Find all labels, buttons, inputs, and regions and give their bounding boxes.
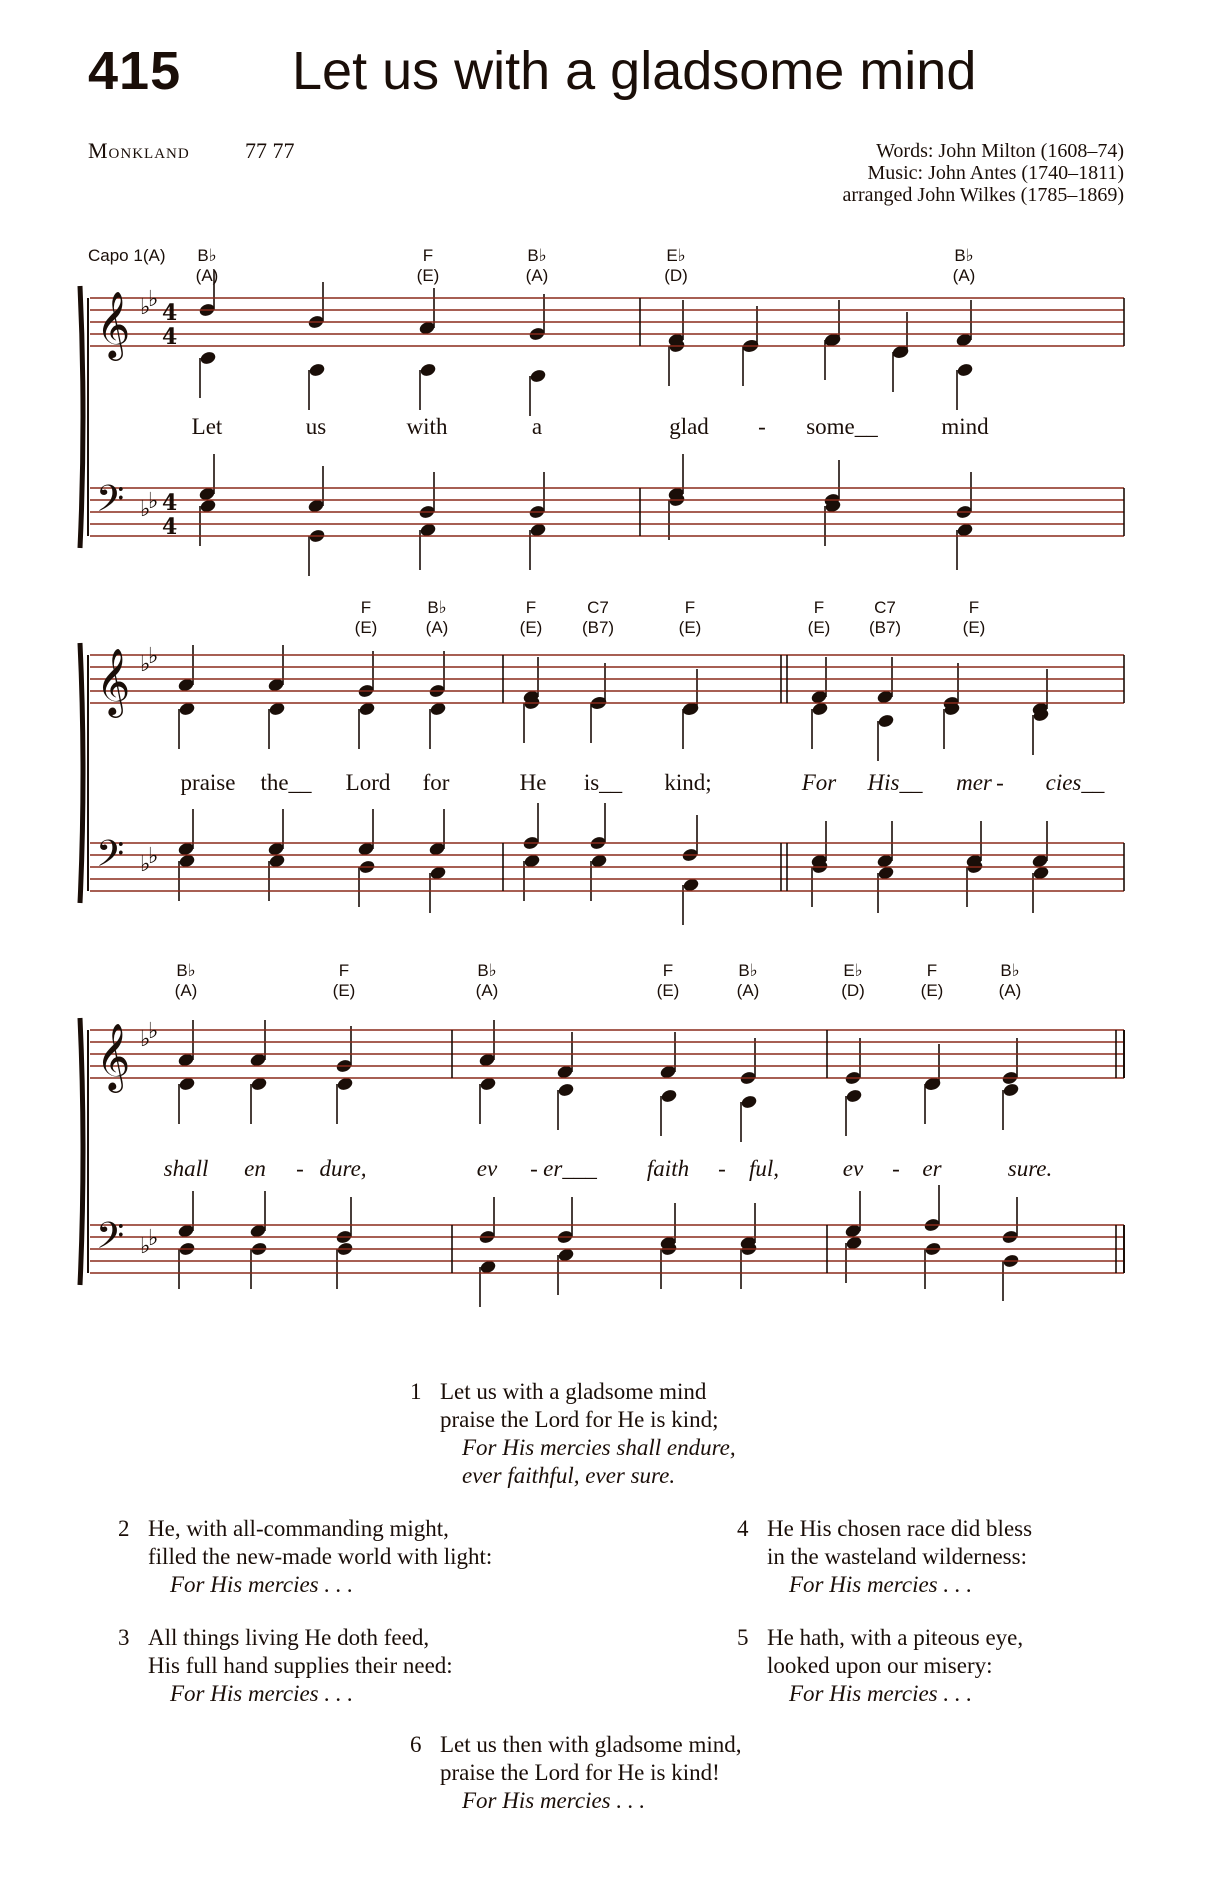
words-credit: Words: John Milton (1608–74) xyxy=(876,140,1124,162)
verse-line: filled the new-made world with light: xyxy=(148,1544,493,1569)
lyric-syllable: kind; xyxy=(664,770,712,795)
chord-notes xyxy=(681,815,700,925)
chord-main: C7 xyxy=(874,598,896,617)
chord-symbol xyxy=(526,246,549,286)
chord-symbol xyxy=(999,961,1022,1001)
system-brace xyxy=(80,286,83,548)
chord-symbol xyxy=(175,961,198,1001)
verse-line: looked upon our misery: xyxy=(767,1653,993,1678)
flat-icon: ♭ xyxy=(140,497,151,522)
notehead xyxy=(529,368,547,384)
verse-3 xyxy=(118,1624,453,1708)
chord-main: B♭ xyxy=(954,246,974,265)
chord-notes xyxy=(522,803,541,901)
tune-name: Monkland xyxy=(88,138,190,163)
chord-capo: (E) xyxy=(678,618,702,637)
lyric-syllable: - xyxy=(996,770,1004,795)
notehead xyxy=(557,1082,575,1098)
chord-notes xyxy=(418,472,437,570)
verse-line: praise the Lord for He is kind; xyxy=(440,1407,719,1432)
flat-icon: ♭ xyxy=(148,844,159,869)
flat-icon: ♭ xyxy=(148,644,159,669)
chord-capo: (E) xyxy=(656,981,680,1000)
chord-symbol xyxy=(476,961,499,1001)
chord-capo: (A) xyxy=(195,266,219,285)
chord-notes xyxy=(307,466,326,576)
chord-main: B♭ xyxy=(176,961,196,980)
chord-notes xyxy=(810,821,829,907)
lyric-syllable: He xyxy=(519,770,547,795)
chord-capo: (A) xyxy=(174,981,198,1000)
system-brace xyxy=(80,643,83,903)
chord-symbol xyxy=(196,246,219,286)
time-signature: 4 xyxy=(162,300,178,326)
chord-notes xyxy=(844,1038,863,1136)
chord-symbol xyxy=(808,598,831,638)
verse-line: in the wasteland wilderness: xyxy=(767,1544,1027,1569)
flat-icon: ♭ xyxy=(140,1234,151,1259)
chord-main: F xyxy=(968,598,980,617)
time-signature: 4 xyxy=(162,324,178,350)
chord-notes xyxy=(589,803,608,901)
flat-icon: ♭ xyxy=(140,1027,151,1052)
refrain-line: ever faithful, ever sure. xyxy=(462,1463,676,1488)
chord-main: B♭ xyxy=(527,246,547,265)
chord-symbol xyxy=(679,598,702,638)
verse-line: He hath, with a piteous eye, xyxy=(767,1625,1024,1650)
verse-number: 6 xyxy=(410,1732,422,1757)
lyric-syllable: the__ xyxy=(260,770,312,795)
chord-symbol xyxy=(963,598,986,638)
lyric-syllable: - xyxy=(296,1156,304,1181)
chord-main: F xyxy=(422,246,434,265)
chord-main: F xyxy=(813,598,825,617)
chord-notes xyxy=(335,1026,354,1124)
chord-capo: (A) xyxy=(998,981,1022,1000)
lyric-syllable: er xyxy=(922,1156,942,1181)
bass-staff xyxy=(90,843,1124,891)
lyric-syllable: er___ xyxy=(543,1156,597,1181)
chord-symbol xyxy=(657,961,680,1001)
chord-main: F xyxy=(684,598,696,617)
bass-clef-icon: 𝄢 xyxy=(96,478,125,529)
chord-notes xyxy=(428,651,447,749)
lyric-syllable: His__ xyxy=(867,770,923,795)
lyric-syllable: us xyxy=(305,414,327,439)
chord-symbol xyxy=(841,961,865,1001)
chord-main: B♭ xyxy=(477,961,497,980)
lyric-syllable: Lord xyxy=(345,770,391,795)
flat-icon: ♭ xyxy=(148,287,159,312)
verse-line: praise the Lord for He is kind! xyxy=(440,1760,720,1785)
chord-main: F xyxy=(926,961,938,980)
verse-number: 1 xyxy=(410,1379,422,1404)
chord-symbol xyxy=(921,961,944,1001)
capo-label: Capo 1(A) xyxy=(88,246,166,265)
verse-line: Let us with a gladsome mind xyxy=(440,1379,707,1404)
chord-notes xyxy=(923,1044,942,1124)
chord-symbol xyxy=(520,598,543,638)
verse-number: 5 xyxy=(737,1625,749,1650)
lyric-syllable: mind xyxy=(941,414,989,439)
chord-notes xyxy=(357,809,376,907)
lyric-syllable: a xyxy=(531,414,543,439)
chord-capo: (A) xyxy=(425,618,449,637)
chord-symbol xyxy=(953,246,976,286)
lyric-syllable: is__ xyxy=(583,770,623,795)
lyric-syllable: sure. xyxy=(1007,1156,1053,1181)
treble-clef-icon: 𝄞 xyxy=(96,1022,131,1090)
chord-capo: (A) xyxy=(475,981,499,1000)
chord-capo: (B7) xyxy=(868,618,902,637)
chord-capo: (A) xyxy=(952,266,976,285)
chord-symbol xyxy=(869,598,901,638)
lyric-syllable: faith xyxy=(646,1156,690,1181)
verse-6 xyxy=(410,1731,742,1815)
bass-clef-icon: 𝄢 xyxy=(96,833,125,884)
verse-number: 2 xyxy=(118,1516,130,1541)
lyric-syllable: some__ xyxy=(806,414,878,439)
flat-icon: ♭ xyxy=(140,852,151,877)
chord-notes xyxy=(823,300,842,380)
notehead xyxy=(877,713,895,729)
chord-capo: (E) xyxy=(354,618,378,637)
chord-main: F xyxy=(360,598,372,617)
refrain-line: For His mercies . . . xyxy=(789,1681,973,1706)
time-signature: 4 xyxy=(162,490,178,516)
notehead xyxy=(308,362,326,378)
lyric-syllable: for xyxy=(422,770,450,795)
chord-notes xyxy=(528,294,547,416)
chord-symbol xyxy=(737,961,760,1001)
chord-capo: (E) xyxy=(807,618,831,637)
chord-main: C7 xyxy=(587,598,609,617)
chord-notes xyxy=(667,300,686,386)
lyric-syllable: mer xyxy=(956,770,992,795)
lyric-syllable: glad xyxy=(669,414,709,439)
chord-capo: (E) xyxy=(519,618,543,637)
lyric-syllable: en xyxy=(244,1156,266,1181)
system-brace xyxy=(80,1018,83,1285)
chord-main: E♭ xyxy=(843,961,863,980)
chord-symbol xyxy=(426,598,449,638)
verse-number: 4 xyxy=(737,1516,749,1541)
chord-notes xyxy=(478,1020,497,1124)
lyric-syllable: - xyxy=(718,1156,726,1181)
chord-notes xyxy=(556,1197,575,1295)
chord-capo: (D) xyxy=(841,981,865,1000)
chord-notes xyxy=(357,651,376,749)
chord-notes xyxy=(942,663,961,749)
chord-symbol xyxy=(417,246,440,286)
chord-notes xyxy=(965,821,984,907)
chord-notes xyxy=(955,472,974,570)
chord-notes xyxy=(556,1032,575,1130)
chord-symbol xyxy=(582,598,614,638)
chord-capo: (D) xyxy=(664,266,688,285)
chord-capo: (E) xyxy=(332,981,356,1000)
chord-symbol xyxy=(333,961,356,1001)
treble-staff xyxy=(90,1030,1124,1078)
lyric-syllable: - xyxy=(758,414,766,439)
chord-notes xyxy=(428,809,447,913)
notehead xyxy=(845,1088,863,1104)
flat-icon: ♭ xyxy=(148,1226,159,1251)
notehead xyxy=(740,1094,758,1110)
refrain-line: For His mercies shall endure, xyxy=(462,1435,736,1460)
chord-notes xyxy=(823,460,842,546)
bass-staff xyxy=(90,1225,1124,1273)
verse-line: He His chosen race did bless xyxy=(767,1516,1033,1541)
verse-4 xyxy=(737,1515,1033,1599)
chord-main: B♭ xyxy=(197,246,217,265)
chord-notes xyxy=(177,1020,196,1124)
chord-notes xyxy=(177,1191,196,1289)
chord-notes xyxy=(335,1197,354,1289)
bass-clef-icon: 𝄢 xyxy=(96,1215,125,1266)
chord-notes xyxy=(659,1203,678,1289)
chord-capo: (E) xyxy=(416,266,440,285)
lyric-syllable: with xyxy=(406,414,448,439)
meter: 77 77 xyxy=(245,138,295,163)
chord-notes xyxy=(522,657,541,743)
verse-5 xyxy=(737,1624,1024,1708)
lyric-syllable: ev xyxy=(842,1156,864,1181)
notehead xyxy=(1002,1082,1020,1098)
time-signature: 4 xyxy=(162,514,178,540)
chord-capo: (E) xyxy=(962,618,986,637)
notehead xyxy=(660,1088,678,1104)
chord-notes xyxy=(249,1020,268,1124)
hymn-number: 415 xyxy=(88,41,182,101)
lyric-syllable: ev xyxy=(476,1156,498,1181)
chord-notes xyxy=(528,472,547,570)
chord-notes xyxy=(418,288,437,410)
flat-icon: ♭ xyxy=(140,652,151,677)
chord-notes xyxy=(659,1032,678,1136)
lyric-syllable: - xyxy=(530,1156,538,1181)
treble-clef-icon: 𝄞 xyxy=(96,647,131,715)
chord-notes xyxy=(177,645,196,749)
chord-capo: (E) xyxy=(920,981,944,1000)
chord-main: F xyxy=(525,598,537,617)
chord-main: B♭ xyxy=(738,961,758,980)
flat-icon: ♭ xyxy=(148,1019,159,1044)
verse-line: He, with all-commanding might, xyxy=(148,1516,449,1541)
notehead xyxy=(956,362,974,378)
lyric-syllable: cies__ xyxy=(1045,770,1105,795)
lyric-syllable: Let xyxy=(191,414,223,439)
notehead xyxy=(419,362,437,378)
refrain-line: For His mercies . . . xyxy=(170,1681,354,1706)
arranger-credit: arranged John Wilkes (1785–1869) xyxy=(842,184,1124,206)
verse-2 xyxy=(118,1515,493,1599)
chord-notes xyxy=(667,454,686,540)
lyric-syllable: For xyxy=(801,770,837,795)
notehead xyxy=(199,350,217,366)
chord-notes xyxy=(1031,669,1050,755)
chord-main: B♭ xyxy=(427,598,447,617)
chord-capo: (A) xyxy=(736,981,760,1000)
chord-symbol xyxy=(664,246,688,286)
verse-line: Let us then with gladsome mind, xyxy=(440,1732,742,1757)
chord-main: F xyxy=(662,961,674,980)
chord-notes xyxy=(739,1203,758,1289)
chord-symbol xyxy=(355,598,378,638)
refrain-line: For His mercies . . . xyxy=(789,1572,973,1597)
verse-1 xyxy=(410,1378,736,1490)
chord-notes xyxy=(891,312,910,392)
chord-notes xyxy=(1001,1038,1020,1130)
refrain-line: For His mercies . . . xyxy=(462,1788,646,1813)
chord-main: E♭ xyxy=(666,246,686,265)
hymn-title: Let us with a gladsome mind xyxy=(292,41,977,101)
verse-line: His full hand supplies their need: xyxy=(148,1653,453,1678)
chord-notes xyxy=(478,1197,497,1307)
chord-notes xyxy=(876,657,895,761)
chord-main: B♭ xyxy=(1000,961,1020,980)
lyric-syllable: shall xyxy=(163,1156,209,1181)
lyric-syllable: - xyxy=(892,1156,900,1181)
verse-number: 3 xyxy=(118,1625,130,1650)
lyric-syllable: ful, xyxy=(748,1156,780,1181)
flat-icon: ♭ xyxy=(148,489,159,514)
lyric-syllable: praise xyxy=(180,770,236,795)
chord-notes xyxy=(249,1191,268,1289)
lyric-syllable: dure, xyxy=(319,1156,367,1181)
chord-main: F xyxy=(338,961,350,980)
refrain-line: For His mercies . . . xyxy=(170,1572,354,1597)
treble-clef-icon: 𝄞 xyxy=(96,290,131,358)
chord-capo: (B7) xyxy=(581,618,615,637)
chord-notes xyxy=(267,645,286,749)
music-credit: Music: John Antes (1740–1811) xyxy=(867,162,1124,184)
verse-line: All things living He doth feed, xyxy=(148,1625,430,1650)
chord-notes xyxy=(681,669,700,749)
flat-icon: ♭ xyxy=(140,295,151,320)
chord-capo: (A) xyxy=(525,266,549,285)
treble-staff xyxy=(90,655,1124,703)
chord-notes xyxy=(955,300,974,410)
